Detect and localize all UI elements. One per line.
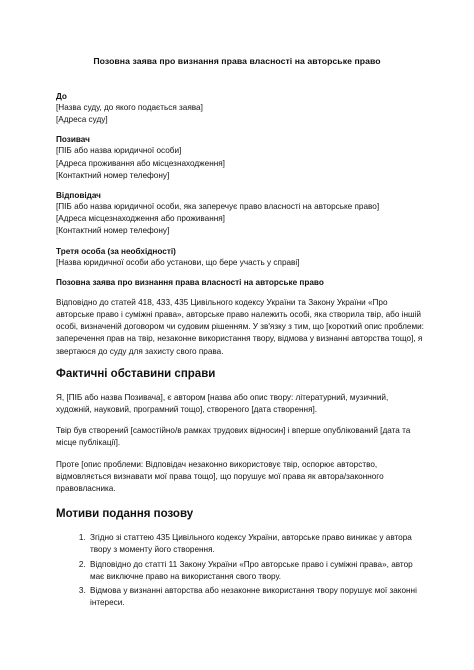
court-address: [Адреса суду]	[56, 115, 108, 125]
third-party-label: Третя особа (за необхідності)	[56, 246, 176, 256]
motives-list	[56, 532, 424, 609]
facts-paragraph: Твір був створений [самостійно/в рамках трудових відносин] і вперше опублікований [дата та місце публікації].	[56, 426, 411, 448]
court-label: До	[56, 92, 67, 101]
defendant-address: [Адреса місцезнаходження або проживання]	[56, 214, 225, 224]
subject-title: Позовна заява про визнання права власності на авторське право	[56, 277, 324, 287]
defendant-name: [ПІБ або назва юридичної особи, яка заперечує право власності на авторське право]	[56, 202, 380, 212]
motives-heading: Мотиви подання позову	[56, 508, 194, 521]
third-party-block	[56, 246, 424, 269]
subject-paragraph: Відповідно до статей 418, 433, 435 Цивільного кодексу України та Закону України «Про авторське право і суміжні права», авторське право належить особі, яка створила твір, або іншій особі, визначеній договором чи судовим рішенням. У зв'язку з тим, що [короткий опис проблеми: заперечення прав на твір, незаконне використання твору, відмова у визнанні авторства тощо], я звертаюся до суду для захисту свого права.	[56, 297, 424, 356]
plaintiff-address: [Адреса проживання або місцезнаходження]	[56, 158, 225, 168]
facts-heading: Фактичні обставини справи	[56, 367, 216, 380]
plaintiff-label: Позивач	[56, 135, 90, 145]
defendant-block	[56, 190, 424, 238]
third-party-name: [Назва юридичної особи або установи, що бере участь у справі]	[56, 257, 300, 267]
plaintiff-name: [ПІБ або назва юридичної особи]	[56, 146, 182, 156]
court-name: [Назва суду, до якого подається заява]	[56, 103, 203, 112]
court-block	[56, 91, 424, 126]
list-item: 3. Відмова у визнанні авторства або незаконне використання твору порушує мої законні інтереси.	[88, 585, 424, 609]
plaintiff-block	[56, 134, 424, 182]
list-item: 1. Згідно зі статтею 435 Цивільного кодексу України, авторське право виникає у автора твору з моменту його створення.	[88, 532, 424, 556]
facts-paragraph: Я, [ПІБ або назва Позивача], є автором [назва або опис твору: літературний, музичний, художній, науковий, програмний тощо], створеного [дата створення].	[56, 392, 389, 415]
list-item: 2. Відповідно до статті 11 Закону України «Про авторське право і суміжні права», автор має виключне право на використання свого твору.	[88, 559, 424, 583]
defendant-label: Відповідач	[56, 191, 101, 201]
plaintiff-phone: [Контактний номер телефону]	[56, 170, 170, 180]
defendant-phone: [Контактний номер телефону]	[56, 226, 170, 236]
document-title: Позовна заява про визнання права власності на авторське право	[93, 56, 381, 66]
document-body	[56, 91, 424, 611]
facts-paragraph: Проте [опис проблеми: Відповідач незаконно використовує твір, оспорює авторство, відмовляється визнавати мої права тощо], що порушує мої права як автора/законного правовласника.	[56, 459, 384, 494]
